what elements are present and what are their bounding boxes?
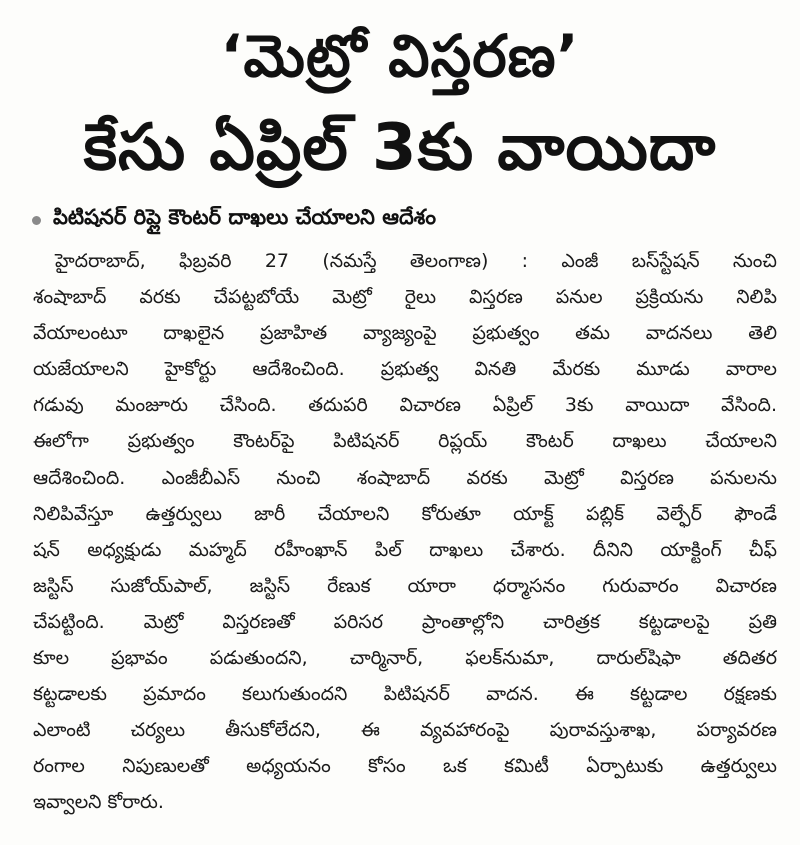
body-line: రంగాల నిపుణులతో అధ్యయనం కోసం ఒక కమిటీ ఏర్పాటుకు ఉత్తర్వులు	[33, 755, 777, 778]
body-line: కూల ప్రభావం పడుతుందని, చార్మినార్, ఫలక్‌నుమా, దారుల్‌షిఫా తదితర	[33, 647, 777, 670]
body-line: ఈలోగా ప్రభుత్వం కౌంటర్‌పై పిటిషనర్ రిప్లయ్ కౌంటర్ దాఖలు చేయాలని	[33, 430, 777, 453]
subheading-text: పిటిషనర్ రిప్లై కౌంటర్ దాఖలు చేయాలని ఆదేశం	[53, 205, 436, 229]
body-line: ఇవ్వాలని కోరారు.	[33, 791, 164, 814]
subheading	[32, 203, 436, 237]
headline-line-2: కేసు ఏప్రిల్ 3కు వాయిదా	[83, 111, 717, 185]
body-line: ఆదేశించింది. ఎంజీబీఎస్ నుంచి శంషాబాద్ వరకు మెట్రో విస్తరణ పనులను	[33, 466, 777, 489]
body-line: నిలిపివేస్తూ ఉత్తర్వులు జారీ చేయాలని కోరుతూ యాక్ట్ పబ్లిక్ వెల్ఫేర్ ఫౌండే	[33, 502, 777, 525]
body-line: గడువు మంజూరు చేసింది. తదుపరి విచారణ ఏప్రిల్ 3కు వాయిదా వేసింది.	[33, 394, 777, 417]
body-line: జస్టిస్ సుజోయ్‌పాల్, జస్టిస్ రేణుక యారా ధర్మాసనం గురువారం విచారణ	[33, 574, 777, 597]
body-line: వేయాలంటూ దాఖలైన ప్రజాహిత వ్యాజ్యంపై ప్రభుత్వం తమ వాదనలు తెలి	[33, 322, 777, 345]
bullet-icon	[32, 216, 41, 225]
body-line: చేపట్టింది. మెట్రో విస్తరణతో పరిసర ప్రాంతాల్లోని చారిత్రక కట్టడాలపై ప్రతి	[33, 610, 777, 633]
article-body	[33, 243, 777, 821]
body-line: యజేయాలని హైకోర్టు ఆదేశించింది. ప్రభుత్వ వినతి మేరకు మూడు వారాల	[33, 358, 777, 381]
body-line: ఎలాంటి చర్యలు తీసుకోలేదని, ఈ వ్యవహారంపై పురావస్తుశాఖ, పర్యావరణ	[33, 719, 777, 742]
headline-line-1: ‘మెట్రో విస్తరణ’	[220, 22, 580, 90]
body-line: శంషాబాద్ వరకు చేపట్టబోయే మెట్రో రైలు విస్తరణ పనుల ప్రక్రియను నిలిపి	[33, 286, 777, 309]
body-line: హైదరాబాద్, ఫిబ్రవరి 27 (నమస్తే తెలంగాణ) : ఎంజీ బస్‌స్టేషన్ నుంచి	[55, 250, 777, 272]
body-line: కట్టడాలకు ప్రమాదం కలుగుతుందని పిటిషనర్ వాదన. ఈ కట్టడాల రక్షణకు	[33, 683, 777, 706]
body-line: షన్ అధ్యక్షుడు మహ్మద్ రహీంఖాన్ పిల్ దాఖలు చేశారు. దీనిని యాక్టింగ్ చీఫ్	[33, 538, 777, 561]
